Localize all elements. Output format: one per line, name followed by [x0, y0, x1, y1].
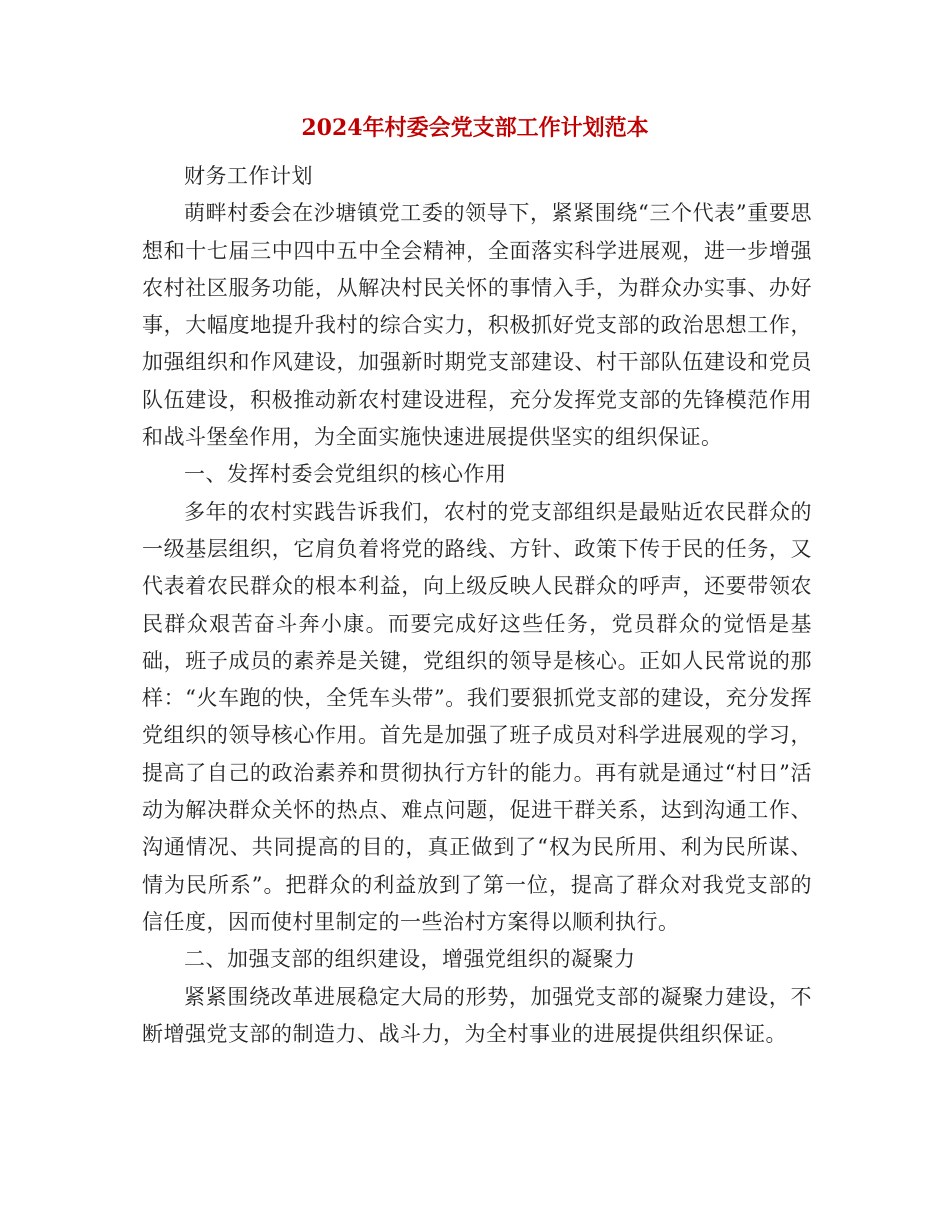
- section-2-paragraph: 紧紧围绕改革进展稳定大局的形势，加强党支部的凝聚力建设，不断增强党支部的制造力、战斗力，为全村事业的进展提供组织保证。: [142, 984, 812, 1046]
- intro-paragraph: 萌畔村委会在沙塘镇党工委的领导下，紧紧围绕“三个代表”重要思想和十七届三中四中五中全会精神，全面落实科学进展观，进一步增强农村社区服务功能，从解决村民关怀的事情入手，为群众办实事、办好事，大幅度地提升我村的综合实力，积极抓好党支部的政治思想工作，加强组织和作风建设，加强新时期党支部建设、村干部队伍建设和党员队伍建设，积极推动新农村建设进程，充分发挥党支部的先锋模范作用和战斗堡垒作用，为全面实施快速进展提供坚实的组织保证。: [142, 201, 812, 450]
- section-label-finance-plan: 财务工作计划: [184, 164, 313, 188]
- section-heading-2: 二、加强支部的组织建设，增强党组织的凝聚力: [184, 947, 636, 972]
- section-1-paragraph: 多年的农村实践告诉我们，农村的党支部组织是最贴近农民群众的一级基层组织，它肩负着将党的路线、方针、政策下传于民的任务，又代表着农民群众的根本利益，向上级反映人民群众的呼声，还要带领农民群众艰苦奋斗奔小康。而要完成好这些任务，党员群众的觉悟是基础，班子成员的素养是关键，党组织的领导是核心。正如人民常说的那样：“火车跑的快，全凭车头带”。我们要狠抓党支部的建设，充分发挥党组织的领导核心作用。首先是加强了班子成员对科学进展观的学习，提高了自己的政治素养和贯彻执行方针的能力。再有就是通过“村日”活动为解决群众关怀的热点、难点问题，促进干群关系，达到沟通工作、沟通情况、共同提高的目的，真正做到了“权为民所用、利为民所谋、情为民所系”。把群众的利益放到了第一位，提高了群众对我党支部的信任度，因而使村里制定的一些治村方案得以顺利执行。: [142, 499, 812, 934]
- document-body: [142, 158, 812, 1053]
- document-title: 2024年村委会党支部工作计划范本: [301, 115, 649, 141]
- section-heading-1: 一、发挥村委会党组织的核心作用: [184, 462, 507, 487]
